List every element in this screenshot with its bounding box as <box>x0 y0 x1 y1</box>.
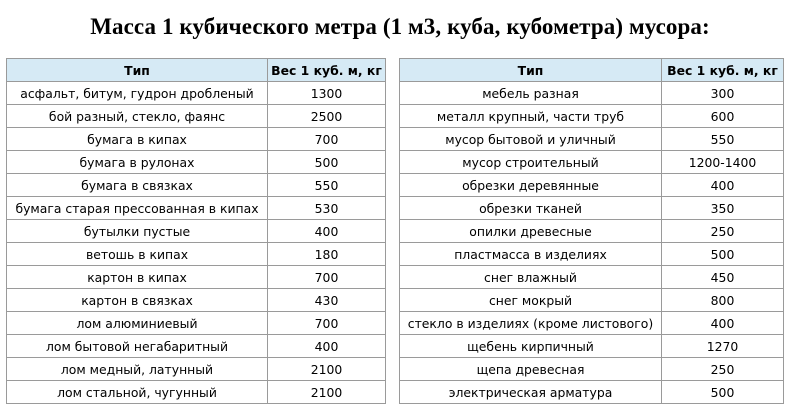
table-row <box>400 82 784 105</box>
table-row <box>400 220 784 243</box>
weight-value-cell: 400 <box>662 312 784 335</box>
material-type-cell: электрическая арматура <box>400 381 662 404</box>
weight-value-cell: 500 <box>662 243 784 266</box>
material-type-cell: лом бытовой негабаритный <box>7 335 268 358</box>
table-row <box>400 266 784 289</box>
table-row <box>400 381 784 404</box>
material-type-cell: мусор бытовой и уличный <box>400 128 662 151</box>
table-row <box>7 335 386 358</box>
weight-value-cell: 1200-1400 <box>662 151 784 174</box>
weight-value-cell: 500 <box>268 151 386 174</box>
material-type-cell: стекло в изделиях (кроме листового) <box>400 312 662 335</box>
table-row <box>7 243 386 266</box>
weight-value-cell: 800 <box>662 289 784 312</box>
table-row <box>7 266 386 289</box>
material-type-cell: снег мокрый <box>400 289 662 312</box>
weight-value-cell: 350 <box>662 197 784 220</box>
material-type-cell: снег влажный <box>400 266 662 289</box>
weight-value-cell: 450 <box>662 266 784 289</box>
weight-value-cell: 600 <box>662 105 784 128</box>
weight-value-cell: 2100 <box>268 358 386 381</box>
material-type-cell: опилки древесные <box>400 220 662 243</box>
table-row <box>400 358 784 381</box>
weight-value-cell: 250 <box>662 220 784 243</box>
table-row <box>7 128 386 151</box>
table-row <box>7 220 386 243</box>
material-type-cell: мусор строительный <box>400 151 662 174</box>
material-type-cell: бутылки пустые <box>7 220 268 243</box>
table-row <box>400 289 784 312</box>
material-type-cell: щебень кирпичный <box>400 335 662 358</box>
weight-value-cell: 550 <box>662 128 784 151</box>
weight-value-cell: 2100 <box>268 381 386 404</box>
weight-value-cell: 500 <box>662 381 784 404</box>
table-row <box>7 381 386 404</box>
type-column-header: Тип <box>400 59 662 82</box>
table-row <box>400 105 784 128</box>
material-type-cell: лом стальной, чугунный <box>7 381 268 404</box>
page-title: Масса 1 кубического метра (1 м3, куба, кубометра) мусора: <box>90 14 710 39</box>
weight-table-left <box>6 58 386 404</box>
material-type-cell: картон в кипах <box>7 266 268 289</box>
material-type-cell: картон в связках <box>7 289 268 312</box>
weight-value-cell: 1300 <box>268 82 386 105</box>
table-row <box>7 151 386 174</box>
weight-value-cell: 700 <box>268 128 386 151</box>
table-row <box>7 312 386 335</box>
table-row <box>7 105 386 128</box>
table-row <box>400 174 784 197</box>
weight-value-cell: 1270 <box>662 335 784 358</box>
material-type-cell: щепа древесная <box>400 358 662 381</box>
weight-value-cell: 530 <box>268 197 386 220</box>
material-type-cell: асфальт, битум, гудрон дробленый <box>7 82 268 105</box>
table-row <box>400 312 784 335</box>
table-row <box>7 82 386 105</box>
table-row <box>400 128 784 151</box>
weight-value-cell: 550 <box>268 174 386 197</box>
weight-column-header: Вес 1 куб. м, кг <box>268 59 386 82</box>
material-type-cell: бумага в связках <box>7 174 268 197</box>
material-type-cell: мебель разная <box>400 82 662 105</box>
weight-value-cell: 700 <box>268 266 386 289</box>
material-type-cell: обрезки деревянные <box>400 174 662 197</box>
weight-value-cell: 180 <box>268 243 386 266</box>
weight-value-cell: 300 <box>662 82 784 105</box>
table-header-row <box>400 59 784 82</box>
table-row <box>400 335 784 358</box>
material-type-cell: ветошь в кипах <box>7 243 268 266</box>
material-type-cell: пластмасса в изделиях <box>400 243 662 266</box>
table-row <box>400 151 784 174</box>
material-type-cell: обрезки тканей <box>400 197 662 220</box>
weight-table-right <box>399 58 784 404</box>
type-column-header: Тип <box>7 59 268 82</box>
weight-value-cell: 430 <box>268 289 386 312</box>
weight-value-cell: 400 <box>268 335 386 358</box>
table-row <box>7 174 386 197</box>
weight-value-cell: 250 <box>662 358 784 381</box>
material-type-cell: лом медный, латунный <box>7 358 268 381</box>
weight-value-cell: 400 <box>662 174 784 197</box>
table-header-row <box>7 59 386 82</box>
material-type-cell: металл крупный, части труб <box>400 105 662 128</box>
material-type-cell: бумага старая прессованная в кипах <box>7 197 268 220</box>
weight-column-header: Вес 1 куб. м, кг <box>662 59 784 82</box>
weight-value-cell: 700 <box>268 312 386 335</box>
table-row <box>400 243 784 266</box>
table-row <box>7 358 386 381</box>
weight-value-cell: 400 <box>268 220 386 243</box>
material-type-cell: лом алюминиевый <box>7 312 268 335</box>
table-row <box>7 289 386 312</box>
table-row <box>400 197 784 220</box>
material-type-cell: бумага в рулонах <box>7 151 268 174</box>
table-row <box>7 197 386 220</box>
material-type-cell: бумага в кипах <box>7 128 268 151</box>
material-type-cell: бой разный, стекло, фаянс <box>7 105 268 128</box>
weight-value-cell: 2500 <box>268 105 386 128</box>
